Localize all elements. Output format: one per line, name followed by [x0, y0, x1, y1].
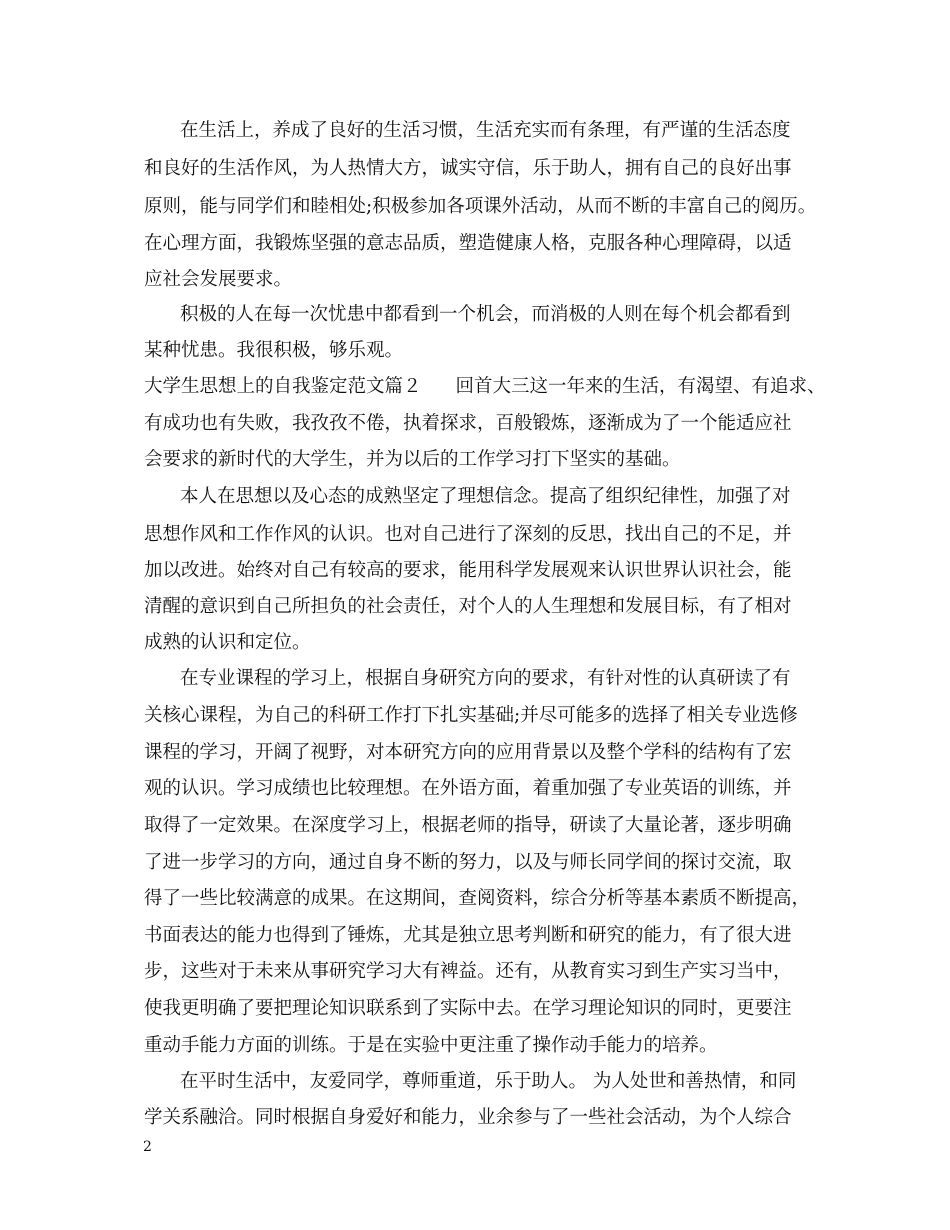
- text-line: 在心理方面，我锻炼坚强的意志品质，塑造健康人格，克服各种心理障碍，以适: [144, 233, 792, 254]
- text-line: 成熟的认识和定位。: [144, 632, 311, 653]
- text-line: 思想作风和工作作风的认识。也对自己进行了深刻的反思，找出自己的不足，并: [144, 524, 792, 545]
- text-line: 课程的学习，开阔了视野，对本研究方向的应用背景以及整个学科的结构有了宏: [144, 742, 792, 763]
- text-line: 本人在思想以及心态的成熟坚定了理想信念。提高了组织纪律性，加强了对: [180, 486, 791, 507]
- text-line: 会要求的新时代的大学生，并为以后的工作学习打下坚实的基础。: [144, 449, 681, 470]
- text-line: 和良好的生活作风，为人热情大方，诚实守信，乐于助人，拥有自己的良好出事: [144, 158, 792, 179]
- page-number: 2: [143, 1139, 152, 1155]
- text-line: 在生活上，养成了良好的生活习惯，生活充实而有条理，有严谨的生活态度: [180, 120, 791, 141]
- text-line: 加以改进。始终对自己有较高的要求，能用科学发展观来认识世界认识社会，能: [144, 560, 792, 581]
- text-line: 在专业课程的学习上，根据自身研究方向的要求，有针对性的认真研读了有: [180, 668, 791, 689]
- text-line: 书面表达的能力也得到了锤炼，尤其是独立思考判断和研究的能力，有了很大进: [144, 925, 792, 946]
- text-line: 使我更明确了要把理论知识联系到了实际中去。在学习理论知识的同时，更要注: [144, 998, 792, 1019]
- text-line: 观的认识。学习成绩也比较理想。在外语方面，着重加强了专业英语的训练，并: [144, 778, 792, 799]
- text-line: 清醒的意识到自己所担负的社会责任，对个人的人生理想和发展目标，有了相对: [144, 596, 792, 617]
- text-line: 应社会发展要求。: [144, 269, 293, 290]
- text-line: 了进一步学习的方向，通过自身不断的努力，以及与师长同学间的探讨交流，取: [144, 852, 792, 873]
- text-line: 在平时生活中，友爱同学，尊师重道，乐于助人。 为人处世和善热情，和同: [180, 1071, 797, 1092]
- text-line: 重动手能力方面的训练。于是在实验中更注重了操作动手能力的培养。: [144, 1035, 718, 1056]
- text-line: 取得了一定效果。在深度学习上，根据老师的指导，研读了大量论著，逐步明确: [144, 815, 792, 836]
- text-line: 积极的人在每一次忧患中都看到一个机会，而消极的人则在每个机会都看到: [180, 304, 791, 325]
- text-line: 某种忧患。我很积极，够乐观。: [144, 340, 404, 361]
- text-line: 得了一些比较满意的成果。在这期间，查阅资料，综合分析等基本素质不断提高，: [144, 888, 811, 909]
- heading-line: [144, 375, 826, 399]
- section-heading: 大学生思想上的自我鉴定范文篇２: [144, 376, 422, 397]
- text-line: 步，这些对于未来从事研究学习大有裨益。还有，从教育实习到生产实习当中，: [144, 961, 792, 982]
- text-line: 学关系融洽。同时根据自身爱好和能力，业余参与了一些社会活动，为个人综合: [144, 1107, 792, 1128]
- text-line: 有成功也有失败，我孜孜不倦，执着探求，百般锻炼，逐渐成为了一个能适应社: [144, 413, 792, 434]
- text-line: 回首大三这一年来的生活，有渴望、有追求、: [455, 376, 826, 397]
- text-line: 原则，能与同学们和睦相处;积极参加各项课外活动，从而不断的丰富自己的阅历。: [144, 196, 817, 217]
- text-line: 关核心课程，为自己的科研工作打下扎实基础;并尽可能多的选择了相关专业选修: [144, 705, 798, 726]
